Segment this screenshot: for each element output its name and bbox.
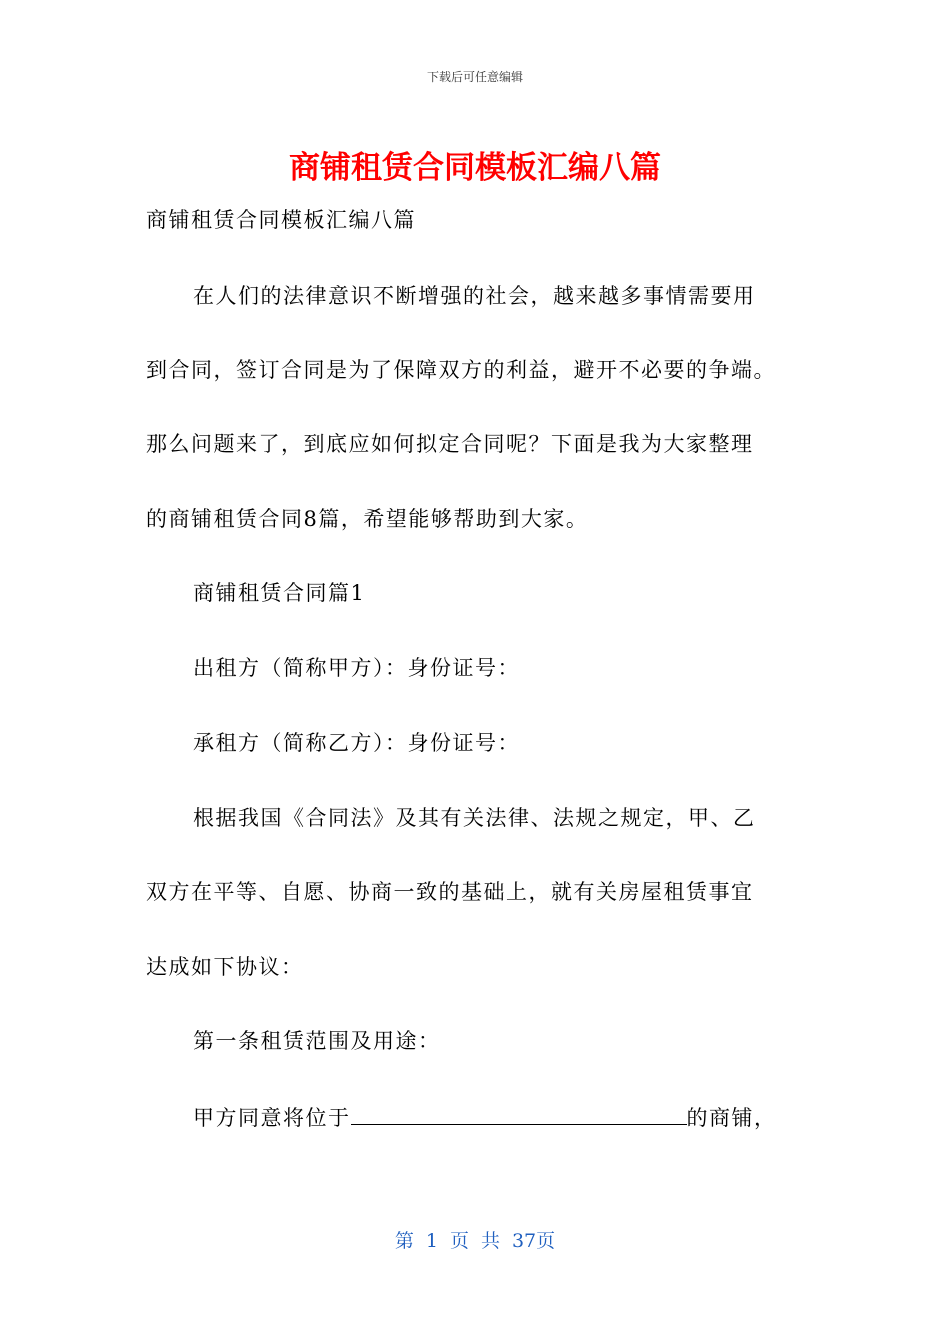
article-1-text-after: 的商铺， <box>686 1106 777 1130</box>
intro-paragraph-line-1: 在人们的法律意识不断增强的社会，越来越多事情需要用 <box>193 284 756 308</box>
intro-paragraph-line-2: 到合同，签订合同是为了保障双方的利益，避开不必要的争端。 <box>146 358 776 382</box>
basis-paragraph-line-2: 双方在平等、自愿、协商一致的基础上，就有关房屋租赁事宜 <box>146 880 754 904</box>
article-1-text <box>193 1102 777 1132</box>
section-heading: 商铺租赁合同篇1 <box>193 581 366 605</box>
footer-page-number: 1 <box>425 1230 438 1252</box>
footer-total-label: 共 <box>480 1230 500 1252</box>
article-1-heading: 第一条租赁范围及用途： <box>193 1029 441 1053</box>
intro-paragraph-line-3: 那么问题来了，到底应如何拟定合同呢？下面是我为大家整理 <box>146 432 754 456</box>
document-title: 商铺租赁合同模板汇编八篇 <box>289 150 661 186</box>
page-footer <box>0 1226 950 1253</box>
footer-page-unit: 页 <box>449 1230 469 1252</box>
footer-total-pages: 37页 <box>511 1230 556 1252</box>
lessor-line: 出租方（简称甲方）：身份证号： <box>193 656 520 680</box>
intro-paragraph-line-4: 的商铺租赁合同8篇，希望能够帮助到大家。 <box>146 507 589 531</box>
article-1-text-before: 甲方同意将位于 <box>193 1106 351 1130</box>
document-subtitle: 商铺租赁合同模板汇编八篇 <box>146 208 416 232</box>
basis-paragraph-line-3: 达成如下协议： <box>146 955 304 979</box>
basis-paragraph-line-1: 根据我国《合同法》及其有关法律、法规之规定，甲、乙 <box>193 806 756 830</box>
location-blank-field <box>351 1102 687 1125</box>
header-note: 下载后可任意编辑 <box>426 70 523 84</box>
footer-page-label: 第 <box>394 1230 414 1252</box>
lessee-line: 承租方（简称乙方）：身份证号： <box>193 731 520 755</box>
